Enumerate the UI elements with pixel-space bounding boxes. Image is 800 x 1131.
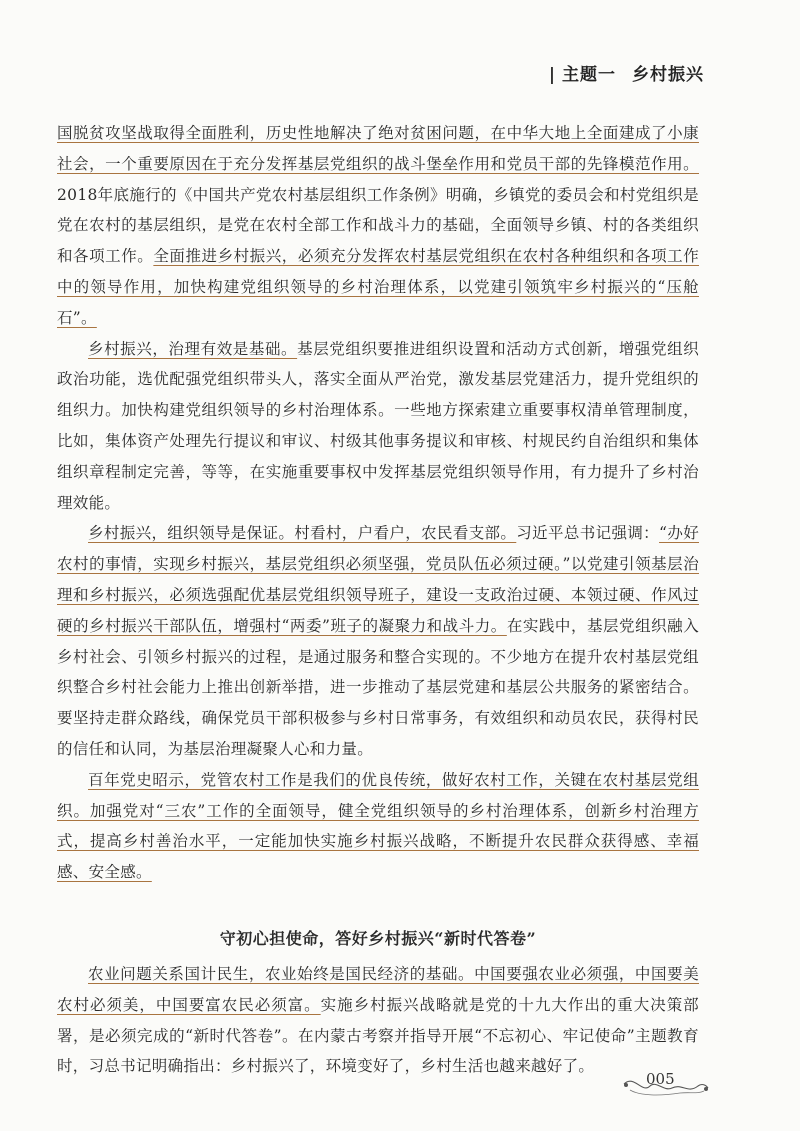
running-head-bar: | xyxy=(548,65,556,85)
running-head-title: 乡村振兴 xyxy=(632,65,704,85)
paragraph-text: 2018年底施行的《中国共产党农村基层组织工作条例》明确，乡镇党的委员会和村党组织是党在农村的基层组织，是党在农村全部工作和战斗力的基础，全面领导乡镇、村的各类组织和各项工作。 xyxy=(57,185,699,266)
underlined-text: 乡村振兴，治理有效是基础。 xyxy=(88,339,298,358)
paragraph xyxy=(57,518,699,764)
paragraph-text: 基层党组织要推进组织设置和活动方式创新，增强党组织政治功能，选优配强党组织带头人，落实全面从严治党，激发基层党建活力，提升党组织的组织力。加快构建党组织领导的乡村治理体系。一些地方探索建立重要事权清单管理制度，比如，集体资产处理先行提议和审议、村级其他事务提议和审核、村规民约自治组织和集体组织章程制定完善，等等，在实施重要事权中发挥基层党组织领导作用，有力提升了乡村治理效能。 xyxy=(57,339,699,512)
paragraph-text: 习近平总书记强调： xyxy=(516,524,660,543)
paragraph-list xyxy=(57,118,699,888)
underlined-text: 农业问题关系国计民生，农业始终是国民经济的基础。中国要强农业必须强，中国要美农村必须美，中国要富农民必须富。 xyxy=(57,964,699,1014)
paragraph-text: 在实践中，基层党组织融入乡村社会、引领乡村振兴的过程，是通过服务和整合实现的。不少地方在提升农村基层党组织整合乡村社会能力上推出创新举措，进一步推动了基层党建和基层公共服务的紧密结合。要坚持走群众路线，确保党员干部积极参与乡村日常事务，有效组织和动员农民，获得村民的信任和认同，为基层治理凝聚人心和力量。 xyxy=(57,616,699,758)
underlined-text: 百年党史昭示，党管农村工作是我们的优良传统，做好农村工作，关键在农村基层党组织。加强党对“三农”工作的全面领导，健全党组织领导的乡村治理体系，创新乡村治理方式，提高乡村善治水平，一定能加快实施乡村振兴战略，不断提升农民群众获得感、幸福感、安全感。 xyxy=(57,770,699,882)
final-paragraph xyxy=(57,959,699,1082)
running-head xyxy=(549,60,704,85)
article-body xyxy=(57,118,699,1082)
underlined-text: 国脱贫攻坚战取得全面胜利，历史性地解决了绝对贫困问题，在中华大地上全面建成了小康社会，一个重要原因在于充分发挥基层党组织的战斗堡垒作用和党员干部的先锋模范作用。 xyxy=(57,124,699,173)
underlined-text: 全面推进乡村振兴，必须充分发挥农村基层党组织在农村各种组织和各项工作中的领导作用，加快构建党组织领导的乡村治理体系，以党建引领筑牢乡村振兴的“压舱石”。 xyxy=(57,247,699,327)
page-number: 005 xyxy=(646,1070,675,1088)
page-number-ornament xyxy=(620,1064,710,1100)
paragraph xyxy=(57,334,699,519)
paragraph-text: 实施乡村振兴战略就是党的十九大作出的重大决策部署，是必须完成的“新时代答卷”。在内蒙古考察并指导开展“不忘初心、牢记使命”主题教育时，习总书记明确指出：乡村振兴了，环境变好了，乡村生活也越来越好了。 xyxy=(57,995,699,1076)
underlined-text: 乡村振兴，组织领导是保证。村看村，户看户，农民看支部。 xyxy=(88,524,517,543)
underlined-text: “办好农村的事情，实现乡村振兴，基层党组织必须坚强，党员队伍必须过硬。”以党建引领基层治理和乡村振兴，必须选强配优基层党组织领导班子，建设一支政治过硬、本领过硬、作风过硬的乡村振兴干部队伍，增强村“两委”班子的凝聚力和战斗力。 xyxy=(57,524,699,635)
paragraph xyxy=(57,765,699,888)
final-paragraph-container xyxy=(57,959,699,1082)
paragraph xyxy=(57,118,699,334)
running-head-theme: 主题一 xyxy=(562,65,616,85)
section-title: 守初心担使命，答好乡村振兴“新时代答卷” xyxy=(219,928,537,948)
